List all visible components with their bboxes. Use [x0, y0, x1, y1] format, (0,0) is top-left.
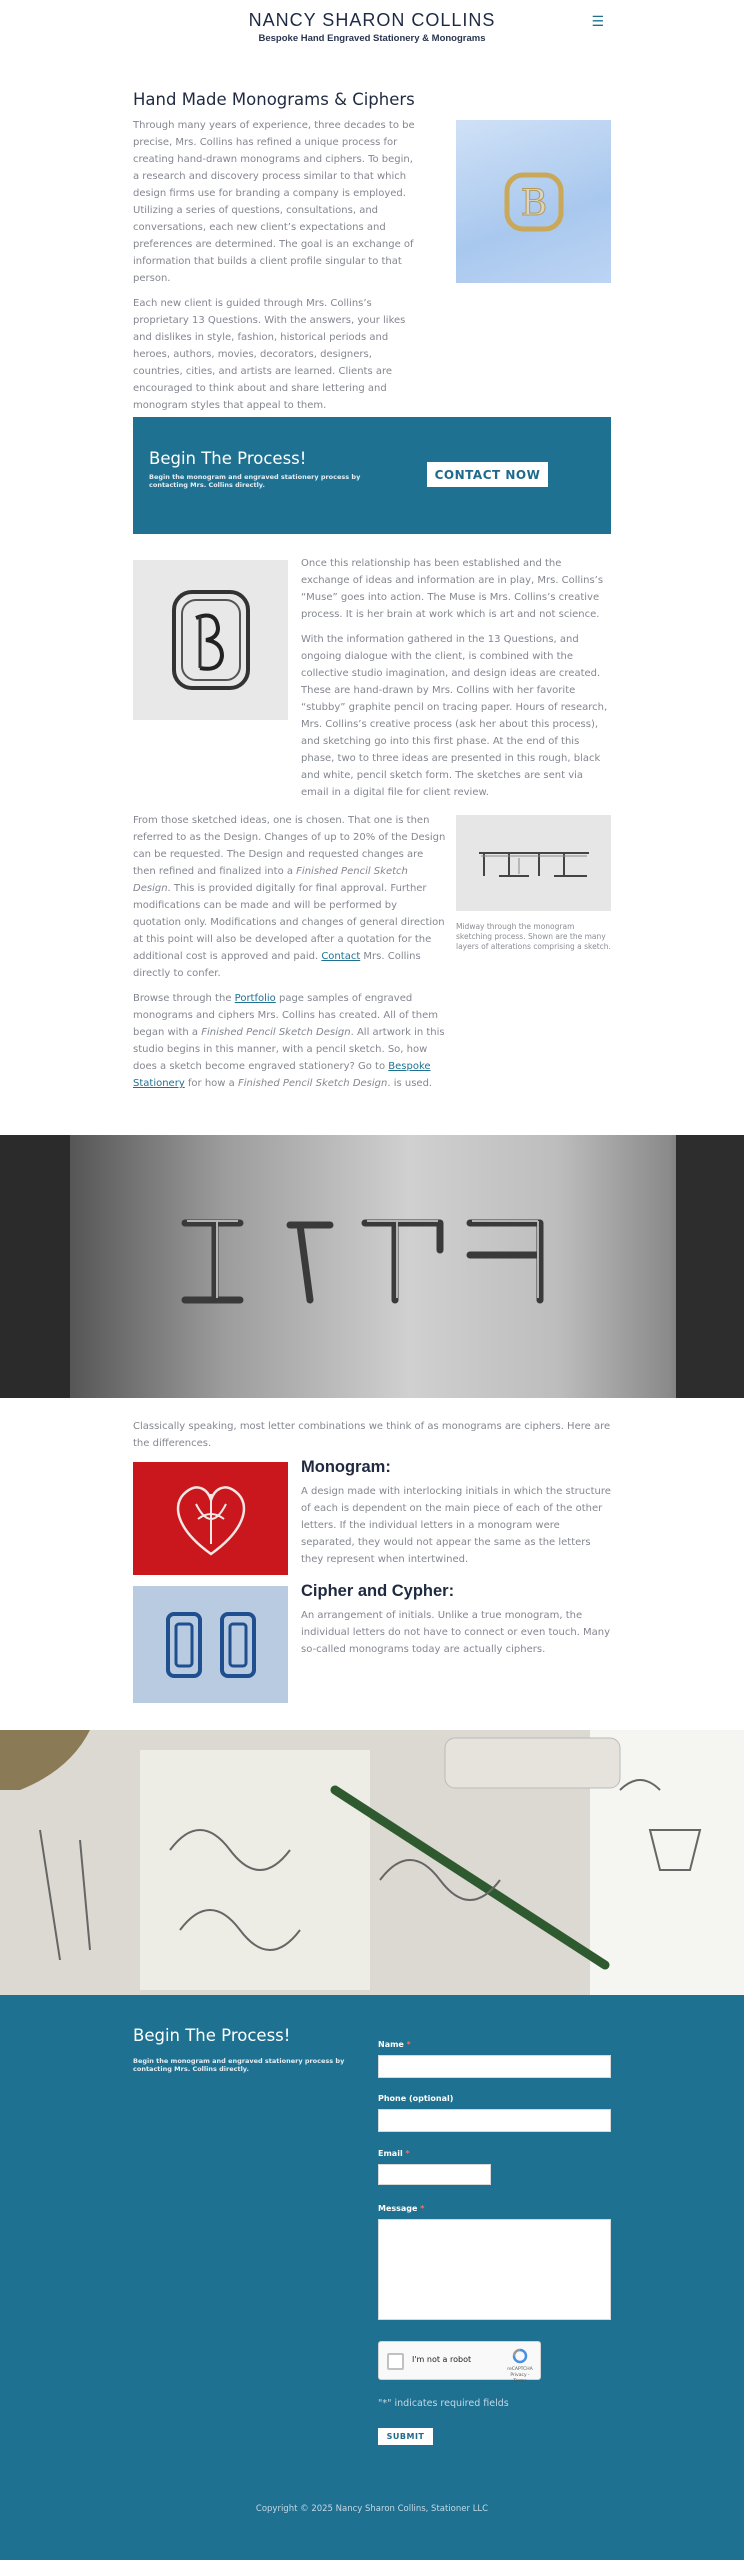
intro-paragraph-1: Through many years of experience, three decades to be precise, Mrs. Collins has refined a unique process for creating hand-drawn monograms and ciphers. To begin, a research and discovery process similar to that which design firms use for branding a company is employed. Utilizing a series of questions, consultations, and conversations, each new client’s expectations and preferences are determined. The goal is an exchange of information that builds a client profile singular to that person. — [133, 120, 415, 284]
gold-monogram-image — [456, 120, 611, 283]
cta-banner — [133, 417, 611, 534]
p4-text-c: . All artwork in this studio begins in this manner, with a pencil sketch. So, how does a sketch become engraved stationery? Go to — [133, 1027, 445, 1072]
process-paragraph-1: Once this relationship has been established and the exchange of ideas and information are in play, Mrs. Collins’s “Muse” goes into action. The Muse is Mrs. Collins’s creative process. It is her brain at work which is art and not science. — [301, 558, 604, 620]
name-label-text: Name — [378, 2040, 404, 2049]
recaptcha-label: I'm not a robot — [412, 2355, 472, 2364]
process-right-column — [301, 555, 611, 801]
email-field[interactable] — [378, 2164, 491, 2185]
intro-paragraph-2: Each new client is guided through Mrs. Collins’s proprietary 13 Questions. With the answers, your likes and dislikes in style, fashion, historical periods and heroes, authors, movies, decorators, designers, countries, cities, and artists are learned. Clients are encouraged to think about and share lettering and monogram styles that appeal to them. — [133, 298, 406, 411]
monogram-title: Monogram: — [301, 1458, 391, 1476]
cta-title: Begin The Process! — [149, 449, 307, 468]
name-label — [378, 2040, 411, 2049]
contact-now-button[interactable]: CONTACT NOW — [427, 462, 548, 487]
p4-text-d: for how a — [184, 1078, 238, 1089]
copyright: Copyright © 2025 Nancy Sharon Collins, Stationer LLC — [255, 2504, 489, 2514]
hamburger-icon[interactable]: ☰ — [591, 14, 604, 30]
sketches-with-pencil-image — [0, 1730, 744, 1995]
recaptcha-links[interactable]: Privacy - Terms — [510, 2373, 530, 2384]
sketch-caption: Midway through the monogram sketching process. Shown are the many layers of alterations comprising a sketch. — [456, 922, 611, 951]
p3-text-b: . This is provided digitally for final approval. Further modifications can be made and will be performed by quotation only. Modifications and changes of general direction at this point will also be developed after a quotation for the additional cost is approved and paid. — [133, 883, 445, 962]
recaptcha-icon — [512, 2348, 528, 2364]
portfolio-link[interactable]: Portfolio — [234, 993, 276, 1004]
cipher-text: An arrangement of initials. Unlike a true monogram, the individual letters do not have to connect or even touch. Many so-called monograms today are actually ciphers. — [301, 1610, 611, 1655]
recaptcha-logo — [506, 2348, 534, 2385]
process-paragraph-2: With the information gathered in the 13 Questions, and ongoing dialogue with the client, is combined with the collective studio imagination, and design ideas are created. These are hand-drawn by Mrs. Collins with her favorite “stubby” graphite pencil on tracing paper. Hours of research, Mrs. Collins’s creative process (ask her about this process), and sketching go into this first phase. At the end of this phase, two to three ideas are presented in this rough, black and white, pencil sketch form. The sketches are sent via email in a digital file for client review. — [301, 634, 608, 798]
site-title[interactable]: NANCY SHARON COLLINS — [248, 10, 496, 30]
contact-form-section — [0, 1995, 744, 2560]
intro-section — [133, 90, 611, 414]
p4-text-e: . is used. — [387, 1078, 433, 1089]
pencil-sketch-image — [133, 560, 288, 720]
site-header — [0, 0, 744, 48]
layered-sketch-image — [456, 815, 611, 911]
phone-label: Phone (optional) — [378, 2094, 454, 2103]
recaptcha-brand: reCAPTCHA — [507, 2367, 533, 2372]
p3-text-c: Mrs. Collins directly to confer. — [133, 951, 421, 979]
message-label-text: Message — [378, 2204, 418, 2213]
phone-field[interactable] — [378, 2109, 611, 2132]
cipher-title: Cipher and Cypher: — [301, 1582, 455, 1600]
p4-text-b: page samples of engraved monograms and ciphers Mrs. Collins has created. All of them began with a — [133, 993, 438, 1038]
required-fields-note: "*" indicates required fields — [378, 2398, 509, 2409]
email-label-text: Email — [378, 2149, 403, 2158]
p4-emphasis-2: Finished Pencil Sketch Design — [237, 1078, 388, 1089]
cta-subtitle: Begin the monogram and engraved stationery process by contacting Mrs. Collins directly. — [149, 473, 361, 489]
name-field[interactable] — [378, 2055, 611, 2078]
email-label — [378, 2149, 410, 2158]
recaptcha-widget — [378, 2341, 541, 2384]
process-left-column — [133, 812, 448, 1092]
process-paragraph-3 — [133, 812, 448, 982]
email-required-mark: * — [405, 2149, 410, 2158]
site-tagline: Bespoke Hand Engraved Stationery & Monograms — [258, 33, 486, 44]
contact-link[interactable]: Contact — [321, 951, 361, 962]
engraved-plate-image — [0, 1135, 744, 1398]
p3-emphasis: Finished Pencil Sketch Design — [133, 866, 408, 894]
intro-title: Hand Made Monograms & Ciphers — [133, 90, 415, 109]
cipher-definition — [301, 1582, 611, 1658]
recaptcha-checkbox[interactable] — [387, 2353, 404, 2370]
p4-text-a: Browse through the — [133, 993, 235, 1004]
name-required-mark: * — [406, 2040, 411, 2049]
svg-text:B: B — [520, 182, 547, 224]
message-required-mark: * — [420, 2204, 425, 2213]
monogram-definition — [301, 1458, 611, 1568]
definitions-intro: Classically speaking, most letter combinations we think of as monograms are ciphers. Here are the differences. — [133, 1421, 611, 1449]
bespoke-stationery-link[interactable]: Bespoke Stationery — [133, 1061, 431, 1089]
monogram-text: A design made with interlocking initials in which the structure of each is dependent on the main piece of each of the other letters. If the individual letters in a monogram were separated, they would not appear the same as the letters they represent when intertwined. — [301, 1486, 611, 1565]
message-textarea[interactable] — [378, 2219, 611, 2320]
p3-text-a: From those sketched ideas, one is chosen. That one is then referred to as the Design. Changes of up to 20% of the Design can be requested. The Design and requested changes are then refined and finalized into a — [133, 815, 446, 877]
p4-emphasis-1: Finished Pencil Sketch Design — [201, 1027, 351, 1038]
message-label — [378, 2204, 424, 2213]
blue-cipher-image — [133, 1586, 288, 1703]
submit-button[interactable]: SUBMIT — [378, 2428, 433, 2445]
form-subtitle: Begin the monogram and engraved stationery process by contacting Mrs. Collins directly. — [133, 2057, 345, 2073]
heart-monogram-image — [133, 1462, 288, 1575]
process-paragraph-4 — [133, 990, 448, 1092]
form-title: Begin The Process! — [133, 2026, 291, 2045]
